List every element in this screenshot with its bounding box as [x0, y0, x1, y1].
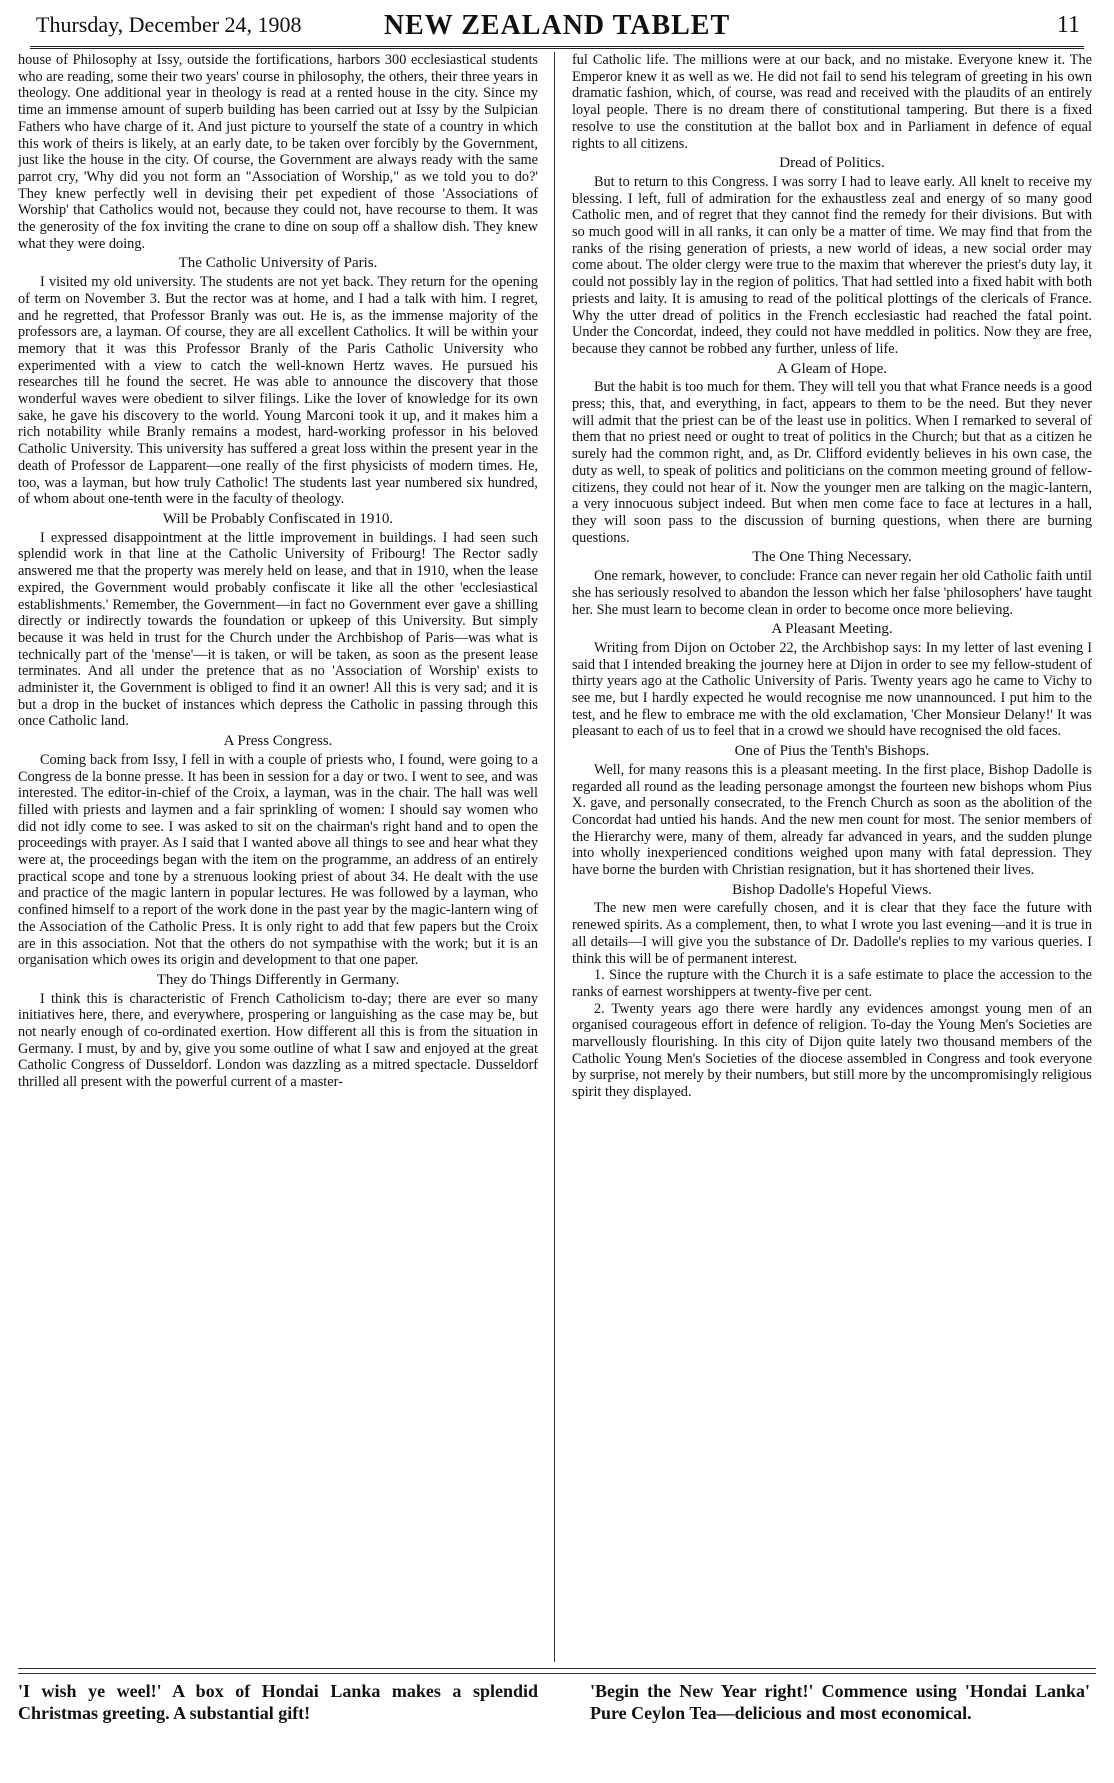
right-column: [572, 52, 1092, 1657]
section-heading: Dread of Politics.: [779, 155, 885, 172]
article-paragraph: Coming back from Issy, I fell in with a couple of priests who, I found, were going to a Congress de la bonne presse. It has been in session for a day or two. I went to see, and was interested. The editor-in-chief of the Croix, a layman, was in the chair. The hall was well filled with priests and laymen and a fair sprinkling of women: I should say women who did not idly come to see. I was asked to sit on the chairman's right hand and to open the proceedings with prayer. As I said that I wanted above all things to see and hear what they were at, the proceedings began with the item on the programme, an address of an entirely practical scope and tone by a strenuous looking priest of about 34. He dealt with the use and practice of the magic lantern in popular lectures. He was followed by a layman, who confined himself to a report of the work done in the past year by the magic-lantern wing of the Association of the Catholic Press. It is only right to add that few papers but the Croix are in this association. Not that the others do not sympathise with the work; but it is an organisation which owes its origin and development to that one paper.: [18, 751, 538, 969]
article-paragraph: I visited my old university. The students are not yet back. They return for the opening of term on November 3. But the rector was at home, and I had a talk with him. I regret, and he regretted, that Professor Branly was out. He is, as the immense majority of the professors are, a layman. Of course, they are all excellent Catholics. It will be within your memory that it was this Professor Branly of the Paris Catholic University who experimented with a view to catch the well-known Hertz waves. He pursued his researches till he found the secret. He was able to announce the discovery that those wonderful waves were obedient to silver filings. Like the lover of knowledge for its own sake, he gave his discovery to the world. Young Marconi took it up, and it makes him a rich notability while Branly remains a modest, hard-working professor in his beloved Catholic University. This university has suffered a great loss within the present year in the death of Professor de Lapparent—one really of the first physicists of modern times. He, too, was a layman, but how truly Catholic! The students last year numbered six hundred, of whom about one-tenth were in the faculty of theology.: [18, 274, 538, 508]
left-column: [18, 52, 538, 1657]
article-paragraph: ful Catholic life. The millions were at our back, and no mistake. Everyone knew it. The Emperor knew it as well as we. He did not fail to send his telegram of greeting in his own dramatic fashion, which, of course, was read and received with the plaudits of an entirely loyal people. There is no dream there of constitutional tampering. But there is a fixed resolve to use the constitution at the ballot box and in Parliament in defence of equal rights to all citizens.: [572, 52, 1092, 152]
advertisement-left: 'I wish ye weel!' A box of Hondai Lanka makes a splendid Christmas greeting. A substantial gift!: [18, 1681, 538, 1723]
masthead-title: NEW ZEALAND TABLET: [383, 10, 731, 41]
article-paragraph: Well, for many reasons this is a pleasant meeting. In the first place, Bishop Dadolle is regarded all round as the leading personage amongst the fourteen new bishops whom Pius X. gave, and personally consecrated, to the French Church as soon as the abolition of the Concordat had untied his hands. And the new men count for most. The senior members of the Hierarchy were, many of them, already far advanced in years, and the sudden plunge into wholly inexperienced conditions weighed upon many with fatal depression. They have borne the burden with Christian resignation, but it has shortened their lives.: [572, 761, 1092, 879]
article-paragraph: The new men were carefully chosen, and it is clear that they face the future with renewed spirits. As a complement, then, to what I wrote you last evening—and it is true in all details—I will give you the substance of Dr. Dadolle's replies to my various queries. I think this will be of permanent interest.: [572, 900, 1092, 967]
section-heading: Will be Probably Confiscated in 1910.: [162, 510, 394, 527]
article-paragraph: But to return to this Congress. I was sorry I had to leave early. All knelt to receive my blessing. I left, full of admiration for the exhaustless zeal and energy of so many good Catholic men, and of regret that they cannot find the remedy for their divisions. But with so much good will in all ranks, it can only be a matter of time. We may find that from the ranks of the rising generation of priests, a new world of ideas, a new social order may come about. The older clergy were true to the maxim that wherever the priest's duty lay, it could not possibly lay in the region of politics. That had settled into a fixed habit with both priests and laity. It is amusing to read of the political plottings of the clericals of France. Why the utter dread of politics in the French ecclesiastic had reached the fatal point. Under the Concordat, indeed, they could not have meddled in politics. Now they are free, because they cannot be robbed any further, unless of life.: [572, 173, 1092, 357]
section-heading: A Pleasant Meeting.: [771, 621, 893, 638]
article-paragraph: 2. Twenty years ago there were hardly any evidences amongst young men of an organised courageous effort in defence of religion. To-day the Young Men's Societies are marvellously flourishing. In this city of Dijon quite lately two thousand members of the Catholic Young Men's Societies of the diocese assembled in Congress and took everyone by surprise, not merely by their numbers, but still more by the uncompromisingly religious spirit they displayed.: [572, 1000, 1092, 1101]
article-paragraph: I think this is characteristic of French Catholicism to-day; there are ever so many initiatives here, there, and everywhere, prospering or languishing as the case may be, but not nearly enough of co-ordinated exertion. How different all this is from the situation in Germany. I must, by and by, give you some outline of what I saw and enjoyed at the great Catholic Congress of Dusseldorf. London was dazzling as a mitred spectacle. Dusseldorf thrilled all present with the powerful current of a master-: [18, 990, 538, 1091]
page-number: 11: [1056, 12, 1080, 38]
section-heading: A Press Congress.: [223, 733, 333, 750]
issue-date: Thursday, December 24, 1908: [36, 12, 302, 37]
article-paragraph: house of Philosophy at Issy, outside the fortifications, harbors 300 ecclesiastical students who are reading, some their two years' course in philosophy, the others, their three years in theology. One additional year in theology is read at a rented house in the city. Since my time an immense amount of superb building has been carried out at Issy by the Sulpician Fathers who have charge of it. And just picture to yourself the state of a country in which this work of theirs is likely, at an early date, to be taken over forcibly by the Government, just like the house in the city. Of course, the Government are always ready with the same parrot cry, 'Why did you not form an "Association of Worship," as we told you to do?' They knew perfectly well in devising their pet expedient of those 'Associations of Worship' that Catholics would not, because they could not, have recourse to them. It was the generosity of the fox inviting the crane to dine on soup off a shallow dish. They knew what they were doing.: [18, 52, 538, 252]
section-heading: The Catholic University of Paris.: [178, 255, 378, 272]
section-heading: They do Things Differently in Germany.: [156, 971, 400, 988]
article-paragraph: I expressed disappointment at the little improvement in buildings. I had seen such splendid work in that line at the Catholic University of Fribourg! The Rector sadly answered me that the property was merely held on lease, and that in 1910, when the lease expired, the Government would probably confiscate it like all the other 'ecclesiastical establishments.' Remember, the Government—in fact no Government ever gave a shilling directly or indirectly towards the foundation or upkeep of this University. But simply because it was held in trust for the Church under the Archbishop of Paris—was what is technically part of the 'mense'—it is taken, or will be taken, as soon as the present lease terminates. And all under the pretence that as no 'Association of Worship' exists to administer it, the Government is obliged to find it an owner! All this is very sad; and it is but a drop in the bucket of instances which depress the Catholic in passing through this once Catholic land.: [18, 529, 538, 730]
section-heading: One of Pius the Tenth's Bishops.: [734, 743, 930, 760]
advertisement-right: 'Begin the New Year right!' Commence using 'Hondai Lanka' Pure Ceylon Tea—delicious and most economical.: [590, 1681, 1090, 1723]
article-paragraph: One remark, however, to conclude: France can never regain her old Catholic faith until she has seriously resolved to abandon the lesson which her false 'philosophers' have taught her. She must learn to become clean in order to become once more believing.: [572, 568, 1092, 618]
footer-divider: [18, 1668, 1096, 1674]
section-heading: A Gleam of Hope.: [777, 360, 887, 377]
article-paragraph: 1. Since the rupture with the Church it is a safe estimate to place the accession to the ranks of earnest worshippers at twenty-five per cent.: [572, 967, 1092, 1000]
section-heading: The One Thing Necessary.: [752, 549, 912, 566]
article-paragraph: Writing from Dijon on October 22, the Archbishop says: In my letter of last evening I said that I intended breaking the journey here at Dijon in order to see my fellow-student of thirty years ago at the Catholic University of Paris. Twenty years ago he came to Vichy to see me, but I hardly expected he would recognise me now unannounced. I put him to the test, and he flew to embrace me with the old exclamation, 'Cher Monsieur Delany!' It was pleasant to each of us to feel that in a crowd we should have recognised the old faces.: [572, 639, 1092, 740]
section-heading: Bishop Dadolle's Hopeful Views.: [732, 881, 932, 898]
column-divider: [554, 52, 555, 1662]
article-paragraph: But the habit is too much for them. They will tell you that what France needs is a good press; this, that, and everything, in fact, appears to them to be the need. But they never will admit that the priest can be of the least use in politics. When I remarked to several of them that no priest need or ought to treat of politics in the Church; but that as a citizen he surely had the common right, and, as Dr. Clifford evidently believes in his own case, the duty as well, to speak of politics and politicians on the common meeting ground of fellow-citizens, they could not hear of it. Now the younger men are talking on the magic-lantern, a very innocuous subject indeed. But when men come face to face at lectures in a hall, they will soon pass to the discussion of burning questions, when there are burning questions.: [572, 379, 1092, 546]
page-header: [30, 8, 1084, 49]
